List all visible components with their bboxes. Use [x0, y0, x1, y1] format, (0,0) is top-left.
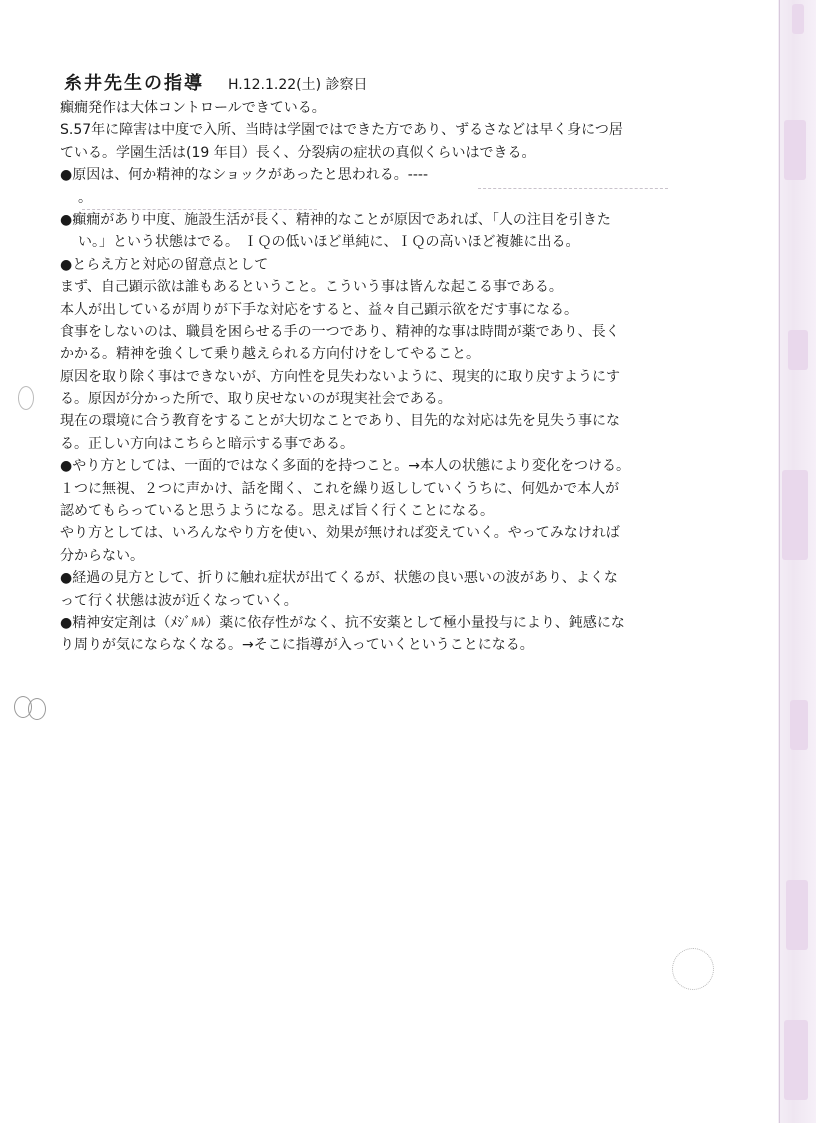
document-date: H.12.1.22(土) 診察日 — [228, 77, 368, 93]
margin-mark — [28, 698, 46, 720]
text-line: 現在の環境に合う教育をすることが大切なことであり、目先的な対応は先を見失う事にな — [60, 413, 620, 430]
text-line: ●癲癇があり中度、施設生活が長く、精神的なことが原因であれば、「人の注目を引きた — [60, 211, 611, 228]
text-line: 食事をしないのは、職員を困らせる手の一つであり、精神的な事は時間が薬であり、長く — [60, 323, 620, 340]
scan-edge-line — [779, 0, 780, 1123]
text-line: 。 — [78, 189, 92, 206]
document-body — [60, 97, 720, 657]
document-title: 糸井先生の指導 — [64, 73, 204, 94]
faint-dash-line — [478, 188, 668, 189]
scan-edge — [778, 0, 816, 1123]
text-line: 癲癇発作は大体コントロールできている。 — [60, 100, 326, 116]
text-line: り周りが気にならなくなる。→そこに指導が入っていくということになる。 — [60, 637, 534, 654]
text-line: 分からない。 — [60, 547, 144, 564]
text-line: ●精神安定剤は（ﾒｼﾞﾙﾙ）薬に依存性がなく、抗不安薬として極小量投与により、鈍感にな — [60, 614, 625, 631]
text-line: って行く状態は波が近くなっていく。 — [60, 592, 298, 609]
text-line: かかる。精神を強くして乗り越えられる方向付けをしてやること。 — [60, 346, 480, 363]
text-line: 本人が出しているが周りが下手な対応をすると、益々自己顕示欲をだす事になる。 — [60, 301, 578, 318]
text-line: まず、自己顕示欲は誰もあるということ。こういう事は皆んな起こる事である。 — [60, 279, 563, 296]
text-line: る。正しい方向はこちらと暗示する事である。 — [60, 435, 354, 452]
text-line: ●やり方としては、一面的ではなく多面的を持つこと。→本人の状態により変化をつける。 — [60, 458, 630, 475]
faint-dash-line — [82, 209, 317, 210]
text-line: ている。学園生活は(19 年目）長く、分裂病の症状の真似くらいはできる。 — [60, 144, 536, 161]
faint-stamp — [672, 948, 714, 990]
text-line: い。」という状態はでる。 ＩＱの低いほど単純に、ＩＱの高いほど複雑に出る。 — [78, 234, 580, 251]
text-line: S.57年に障害は中度で入所、当時は学園ではできた方であり、ずるさなどは早く身につ居 — [60, 122, 623, 139]
text-line: る。原因が分かった所で、取り戻せないのが現実社会である。 — [60, 391, 452, 408]
text-line: やり方としては、いろんなやり方を使い、効果が無ければ変えていく。やってみなければ — [60, 525, 620, 542]
text-line: １つに無視、２つに声かけ、話を聞く、これを繰り返ししていくうちに、何処かで本人が — [60, 480, 620, 497]
text-line: ●経過の見方として、折りに触れ症状が出てくるが、状態の良い悪いの波があり、よくな — [60, 570, 618, 587]
text-line: ●とらえ方と対応の留意点として — [60, 256, 269, 273]
margin-mark — [18, 386, 34, 410]
text-line: 原因を取り除く事はできないが、方向性を見失わないように、現実的に取り戻すようにす — [60, 368, 620, 385]
document-header — [64, 72, 764, 96]
text-line: ●原因は、何か精神的なショックがあったと思われる。---- — [60, 167, 429, 184]
text-line: 認めてもらっていると思うようになる。思えば旨く行くことになる。 — [60, 503, 494, 520]
